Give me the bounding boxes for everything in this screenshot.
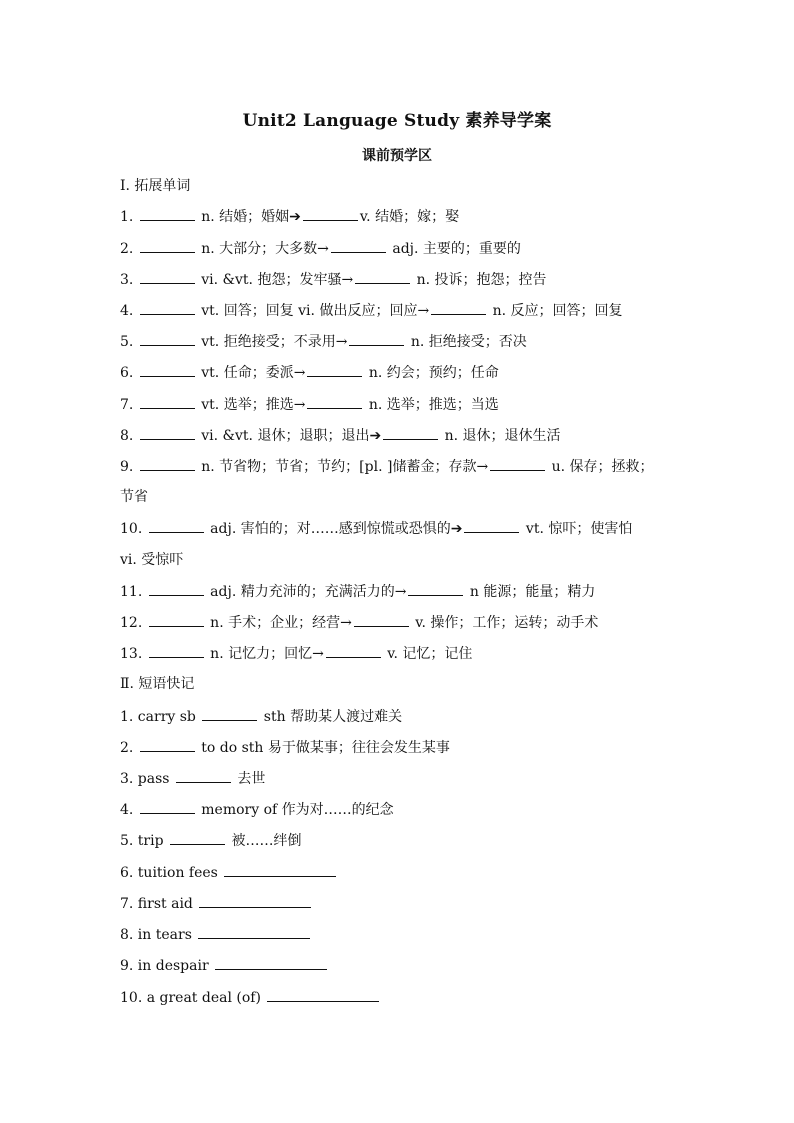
answer-blank[interactable] — [149, 518, 204, 533]
answer-blank[interactable] — [355, 269, 410, 284]
phrase-item-1: 1. carry sb sth 帮助某人渡过难关 — [120, 706, 680, 727]
answer-blank[interactable] — [140, 456, 195, 471]
answer-blank[interactable] — [215, 955, 327, 970]
answer-blank[interactable] — [140, 737, 195, 752]
section2-heading: Ⅱ. 短语快记 — [120, 676, 195, 692]
answer-blank[interactable] — [170, 830, 225, 845]
answer-blank[interactable] — [202, 706, 257, 721]
answer-blank[interactable] — [408, 581, 463, 596]
answer-blank[interactable] — [149, 581, 204, 596]
phrase-item-3: 3. pass 去世 — [120, 768, 680, 789]
answer-blank[interactable] — [140, 394, 195, 409]
answer-blank[interactable] — [326, 643, 381, 658]
answer-blank[interactable] — [307, 394, 362, 409]
word-item-6: 6. vt. 任命；委派→ n. 约会；预约；任命 — [120, 362, 680, 383]
page-subtitle: 课前预学区 — [362, 148, 432, 164]
answer-blank[interactable] — [140, 331, 195, 346]
answer-blank[interactable] — [464, 518, 519, 533]
phrase-item-6: 6. tuition fees — [120, 862, 680, 883]
phrase-item-2: 2. to do sth 易于做某事；往往会发生某事 — [120, 737, 680, 758]
answer-blank[interactable] — [140, 799, 195, 814]
answer-blank[interactable] — [140, 269, 195, 284]
answer-blank[interactable] — [224, 862, 336, 877]
word-item-2: 2. n. 大部分；大多数→ adj. 主要的；重要的 — [120, 238, 680, 259]
phrase-item-8: 8. in tears — [120, 924, 680, 945]
answer-blank[interactable] — [307, 362, 362, 377]
answer-blank[interactable] — [140, 238, 195, 253]
word-item-9: 9. n. 节省物；节省；节约；[pl. ]储蓄金；存款→ u. 保存；拯救； — [120, 456, 680, 477]
word-item-4: 4. vt. 回答；回复 vi. 做出反应；回应→ n. 反应；回答；回复 — [120, 300, 680, 321]
phrase-item-9: 9. in despair — [120, 955, 680, 976]
section1-heading: I. 拓展单词 — [120, 178, 191, 194]
phrase-item-7: 7. first aid — [120, 893, 680, 914]
answer-blank[interactable] — [149, 612, 204, 627]
answer-blank[interactable] — [176, 768, 231, 783]
word-item-9-wrap: 节省 — [120, 489, 148, 505]
phrase-item-4: 4. memory of 作为对……的纪念 — [120, 799, 680, 820]
answer-blank[interactable] — [354, 612, 409, 627]
word-item-5: 5. vt. 拒绝接受；不录用→ n. 拒绝接受；否决 — [120, 331, 680, 352]
word-item-7: 7. vt. 选举；推选→ n. 选举；推选；当选 — [120, 394, 680, 415]
answer-blank[interactable] — [140, 362, 195, 377]
answer-blank[interactable] — [267, 987, 379, 1002]
word-item-8: 8. vi. &vt. 退休；退职；退出➔ n. 退休；退休生活 — [120, 425, 680, 446]
answer-blank[interactable] — [383, 425, 438, 440]
phrase-item-10: 10. a great deal (of) — [120, 987, 680, 1008]
page-title: Unit2 Language Study 素养导学案 — [242, 111, 552, 131]
answer-blank[interactable] — [140, 300, 195, 315]
answer-blank[interactable] — [199, 893, 311, 908]
answer-blank[interactable] — [198, 924, 310, 939]
word-item-1: 1. n. 结婚；婚姻➔ v. 结婚；嫁；娶 — [120, 206, 680, 227]
answer-blank[interactable] — [331, 238, 386, 253]
phrase-item-5: 5. trip 被……绊倒 — [120, 830, 680, 851]
answer-blank[interactable] — [140, 425, 195, 440]
answer-blank[interactable] — [140, 206, 195, 221]
answer-blank[interactable] — [490, 456, 545, 471]
word-item-13: 13. n. 记忆力；回忆→ v. 记忆；记住 — [120, 643, 680, 664]
answer-blank[interactable] — [149, 643, 204, 658]
answer-blank[interactable] — [303, 206, 358, 221]
word-item-12: 12. n. 手术；企业；经营→ v. 操作；工作；运转；动手术 — [120, 612, 680, 633]
word-item-11: 11. adj. 精力充沛的；充满活力的→ n 能源；能量；精力 — [120, 581, 680, 602]
word-item-10-wrap: vi. 受惊吓 — [120, 552, 184, 568]
word-item-3: 3. vi. &vt. 抱怨；发牢骚→ n. 投诉；抱怨；控告 — [120, 269, 680, 290]
word-item-10: 10. adj. 害怕的；对……感到惊慌或恐惧的➔ vt. 惊吓；使害怕 — [120, 518, 680, 539]
answer-blank[interactable] — [349, 331, 404, 346]
answer-blank[interactable] — [431, 300, 486, 315]
